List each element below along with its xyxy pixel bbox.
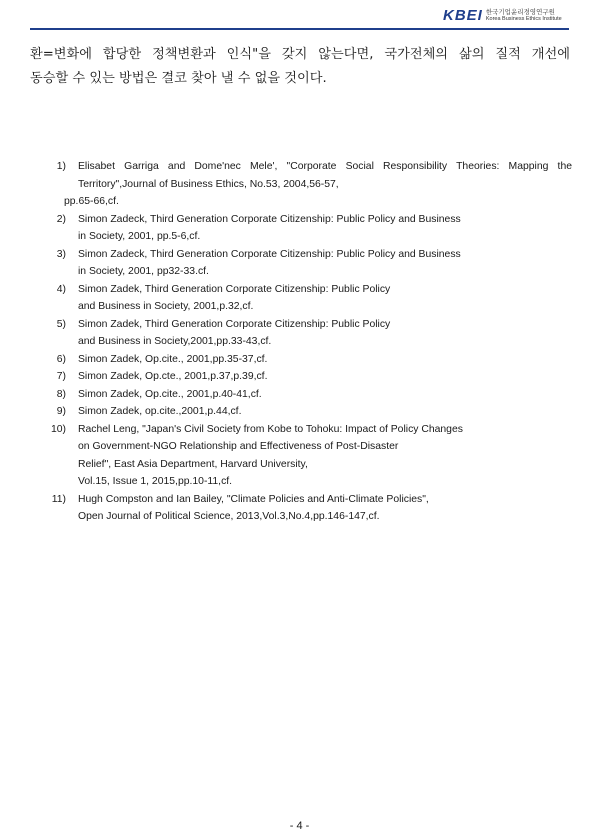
org-name-en: Korea Business Ethics Institute xyxy=(485,16,562,22)
footnote-text: Open Journal of Political Science, 2013,Vol.3,No.4,pp.146-147,cf. xyxy=(78,511,380,522)
footnote-text: Simon Zadek, Op.cite., 2001,pp.35-37,cf. xyxy=(78,353,268,365)
footnote xyxy=(50,211,572,246)
footnote-number: 10) xyxy=(50,423,66,435)
footnote-text: Simon Zadek, Op.cte., 2001,p.37,p.39,cf. xyxy=(78,371,268,382)
footnote-number: 5) xyxy=(56,318,66,330)
footnote-text: on Government-NGO Relationship and Effectiveness of Post-Disaster xyxy=(78,441,399,452)
footnote-number: 3) xyxy=(56,248,66,260)
body-line: 동승할 수 있는 방법은 결코 찾아 낼 수 없을 것이다. xyxy=(30,71,327,86)
footnote-text: pp.65-66,cf. xyxy=(64,196,119,207)
footnote xyxy=(50,403,572,421)
footnote-text: Elisabet Garriga and Dome'nec Mele', "Corporate Social Responsibility Theories: Mapping the xyxy=(78,161,572,172)
body-line: 환=변화에 합당한 정책변환과 인식"을 갖지 않는다면, 국가전체의 삶의 질적 개선에 xyxy=(30,47,570,62)
institute-logo xyxy=(443,8,562,24)
footnote xyxy=(50,386,572,404)
footnote-number: 9) xyxy=(56,406,66,417)
page-number: - 4 - xyxy=(289,820,310,832)
footnote-text: Vol.15, Issue 1, 2015,pp.10-11,cf. xyxy=(78,476,233,487)
footnote xyxy=(50,351,572,369)
footnote xyxy=(50,421,572,491)
footnote xyxy=(50,158,572,211)
footnote-text: Simon Zadek, Third Generation Corporate Citizenship: Public Policy xyxy=(78,318,391,330)
footnote-text: in Society, 2001, pp.5-6,cf. xyxy=(78,231,201,242)
footnote-text: Simon Zadek, Op.cite., 2001,p.40-41,cf. xyxy=(78,388,262,400)
footnote xyxy=(50,491,572,526)
footnote-number: 6) xyxy=(56,353,66,365)
footnote-text: in Society, 2001, pp32-33.cf. xyxy=(78,266,209,277)
footnote-text: Simon Zadeck, Third Generation Corporate Citizenship: Public Policy and Business xyxy=(78,213,461,225)
footnote-text: Rachel Leng, "Japan's Civil Society from Kobe to Tohoku: Impact of Policy Changes xyxy=(78,423,463,435)
footnote-text: Simon Zadeck, Third Generation Corporate Citizenship: Public Policy and Business xyxy=(78,248,461,260)
footnote-text: Relief", East Asia Department, Harvard University, xyxy=(78,458,308,470)
org-name-ko: 한국기업윤리경영연구원 xyxy=(485,8,555,16)
footnote xyxy=(50,368,572,386)
footnote-text: Simon Zadek, Third Generation Corporate Citizenship: Public Policy xyxy=(78,283,391,295)
logo-mark: KBEI xyxy=(443,7,483,24)
footnote xyxy=(50,316,572,351)
footnote-number: 4) xyxy=(56,283,66,295)
body-paragraph xyxy=(30,43,570,91)
footnotes xyxy=(50,158,572,526)
footnote-number: 11) xyxy=(51,493,66,505)
footnote xyxy=(50,246,572,281)
footnote xyxy=(50,281,572,316)
footnote-number: 2) xyxy=(56,213,66,225)
footnote-text: Territory",Journal of Business Ethics, No.53, 2004,56-57, xyxy=(78,178,339,190)
footnote-number: 7) xyxy=(56,371,66,382)
footnote-number: 8) xyxy=(56,388,66,400)
footnote-text: Simon Zadek, op.cite.,2001,p.44,cf. xyxy=(78,406,242,417)
header-rule xyxy=(30,28,569,30)
footnote-text: and Business in Society,2001,pp.33-43,cf. xyxy=(78,336,272,347)
footnote-text: and Business in Society, 2001,p.32,cf. xyxy=(78,301,254,312)
logo-text xyxy=(486,9,562,23)
footnote-text: Hugh Compston and Ian Bailey, "Climate Policies and Anti-Climate Policies", xyxy=(78,493,429,505)
footnote-number: 1) xyxy=(56,161,66,172)
